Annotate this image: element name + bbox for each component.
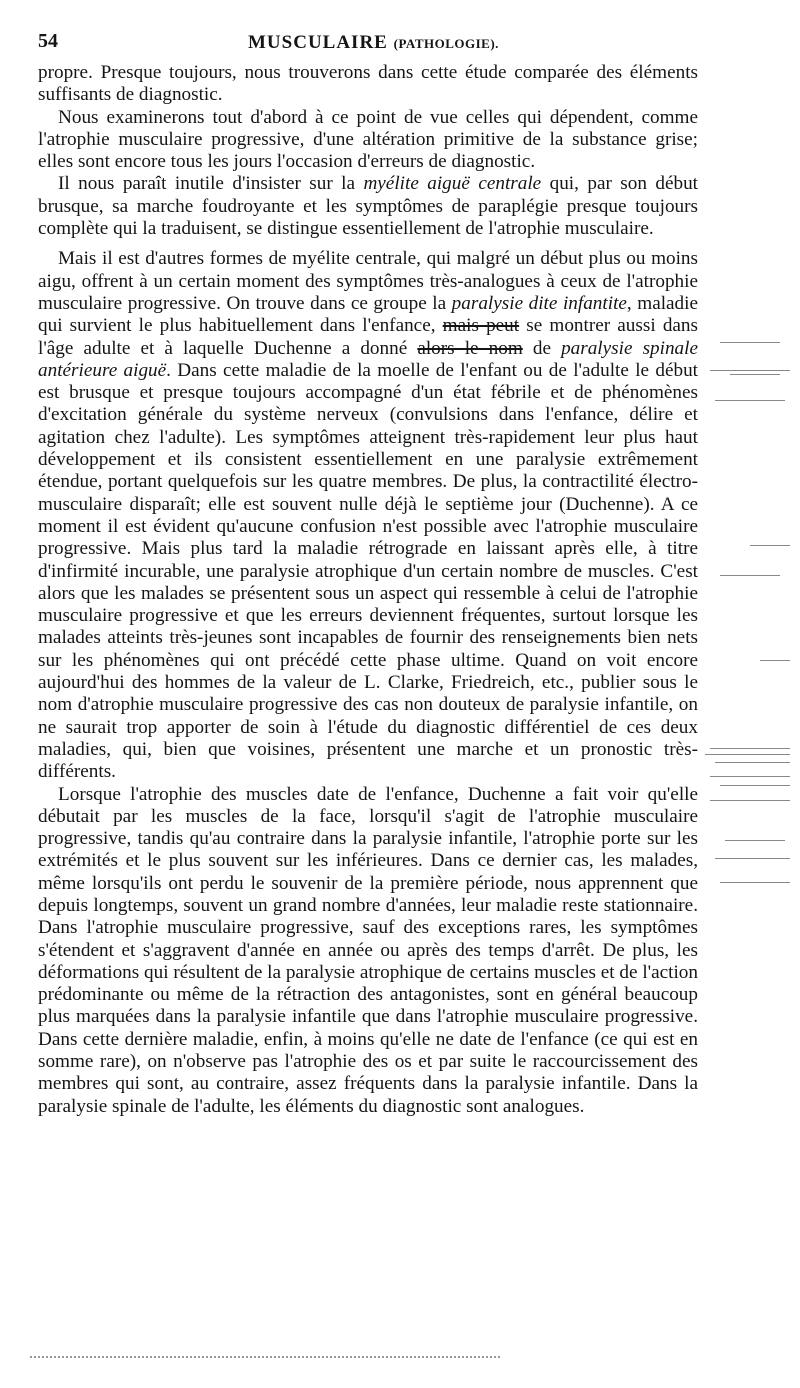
margin-mark — [730, 374, 780, 375]
paragraph-continuation: propre. Presque toujours, nous trouverons dans cette étude comparée des éléments suffisants de diagnostic. — [38, 62, 698, 106]
margin-mark — [720, 785, 790, 786]
margin-mark — [705, 754, 790, 755]
margin-mark — [750, 545, 790, 546]
running-title — [248, 32, 499, 54]
text-run: qui, par son début brusque, sa marche foudroyante et les symptômes de paraplégie presque toujours complète qui la traduisent, se distingue essentiellement de l'atrophie musculaire. — [38, 173, 698, 240]
margin-mark — [710, 800, 790, 801]
italic-term: paralysie dite infantite — [451, 292, 627, 314]
margin-bleed-marks — [700, 330, 800, 890]
text-run: de — [522, 337, 562, 359]
paragraph-paralysie-infantile — [38, 248, 698, 783]
margin-mark — [710, 748, 790, 749]
paragraph-substance-grise: Nous examinerons tout d'abord à ce point de vue celles qui dépendent, comme l'atrophie musculaire progressive, d'une altération primitive de la substance grise; elles sont encore tous les jours l'occasion d'erreurs de diagnostic. — [38, 106, 698, 173]
margin-mark — [720, 342, 780, 343]
text-run: , maladie qui survient le plus habituellement dans l'enfance, — [38, 292, 699, 337]
paragraph-myelite-aigue — [38, 173, 698, 240]
margin-mark — [715, 762, 790, 763]
text-run: . Dans cette maladie de la moelle de l'enfant ou de l'adulte le début est brusque et presque toujours accompagné d'un état fébrile et de phénomènes d'excitation générale du système nerveux (convulsions dans l'enfance, délire et agitation chez l'adulte). Les symptômes atteignent très-rapidement leur plus haut développement et ils consistent essentiellement en une paralysie extrêmement étendue, portant quelquefois sur les quatre membres. De plus, la contractilité électro-musculaire disparaît; elle est souvent nulle déjà le septième jour (Duchenne). A ce moment il est évident qu'aucune confusion n'est possible avec l'atrophie musculaire progressive. Mais plus tard la maladie rétrograde en laissant après elle, à titre d'infirmité incurable, une paralysie atrophique d'un certain nombre de muscles. C'est alors que les malades se présentent sous un aspect qui ressemble à celui de l'atrophie musculaire progressive et que les erreurs deviennent fréquentes, surtout lorsque les malades atteints très-jeunes sont incapables de fournir des renseignements bien nets sur les phénomènes qui ont précédé cette phase ultime. Quand on voit encore aujourd'hui des hommes de la valeur de L. Clarke, Friedreich, etc., publier sous le nom d'atrophie musculaire progressive des cas non douteux de paralysie infantile, on ne saurait trop apporter de soin à l'étude du diagnostic différentiel de ces deux maladies, qui, bien que voisines, présentent une marche et un pronostic très-différents. — [38, 359, 699, 783]
running-title-sub: (PATHOLOGIE). — [393, 36, 499, 51]
text-run: Mais il est d'autres formes de myélite centrale, qui malgré un début plus ou moins aigu, offrent à un certain moment des symptômes très-analogues à ceux de l'atrophie musculaire progressive. On trouve dans ce groupe la — [38, 248, 698, 314]
page-number: 54 — [38, 30, 58, 52]
text-run: Il nous paraît inutile d'insister sur la — [58, 173, 364, 195]
book-page — [38, 22, 698, 1118]
body-text — [38, 62, 698, 1118]
margin-mark — [715, 858, 790, 859]
margin-mark — [720, 882, 790, 883]
margin-mark — [720, 575, 780, 576]
margin-mark — [760, 660, 790, 661]
page-header — [38, 22, 698, 62]
margin-mark — [715, 400, 785, 401]
footer-scan-noise — [30, 1356, 500, 1358]
margin-mark — [725, 840, 785, 841]
paragraph-atrophie-enfance: Lorsque l'atrophie des muscles date de l'enfance, Duchenne a fait voir qu'elle débutait par les muscles de la face, lorsqu'il s'agit de l'atrophie musculaire progressive, tandis qu'au contraire dans la paralysie infantile, l'atrophie porte sur les extrémités et le plus souvent sur les inférieures. Dans ce dernier cas, les malades, même lorsqu'ils ont perdu le souvenir de la première période, nous apprennent que depuis longtemps, souvent un grand nombre d'années, leur maladie reste stationnaire. Dans l'atrophie musculaire progressive, sauf des exceptions rares, les symptômes s'étendent et s'aggravent d'année en année ou après des temps d'arrêt. De plus, les déformations qui résultent de la paralysie atrophique de certains muscles et de l'action prédominante ou même de la rétraction des antagonistes, sont en général beaucoup plus marquées dans la paralysie infantile que dans l'atrophie musculaire progressive. Dans cette dernière maladie, enfin, à moins qu'elle ne date de l'enfance (ce qui est en somme rare), on n'observe pas l'atrophie des os et par suite le raccourcissement des membres qui sont, au contraire, assez fréquents dans la paralysie infantile. Dans la paralysie spinale de l'adulte, les éléments du diagnostic sont analogues. — [38, 783, 698, 1117]
struck-text: mais peut — [442, 315, 520, 337]
running-title-main: MUSCULAIRE — [248, 32, 388, 53]
margin-mark — [710, 776, 790, 777]
italic-term: paralysie spinale antérieure aiguë — [38, 337, 698, 381]
margin-mark — [710, 370, 790, 371]
text-run: se montrer aussi dans l'âge adulte et à laquelle Duchenne a donné — [38, 315, 698, 359]
struck-text: alors le nom — [417, 337, 523, 359]
italic-term: myélite aiguë centrale — [363, 173, 542, 195]
